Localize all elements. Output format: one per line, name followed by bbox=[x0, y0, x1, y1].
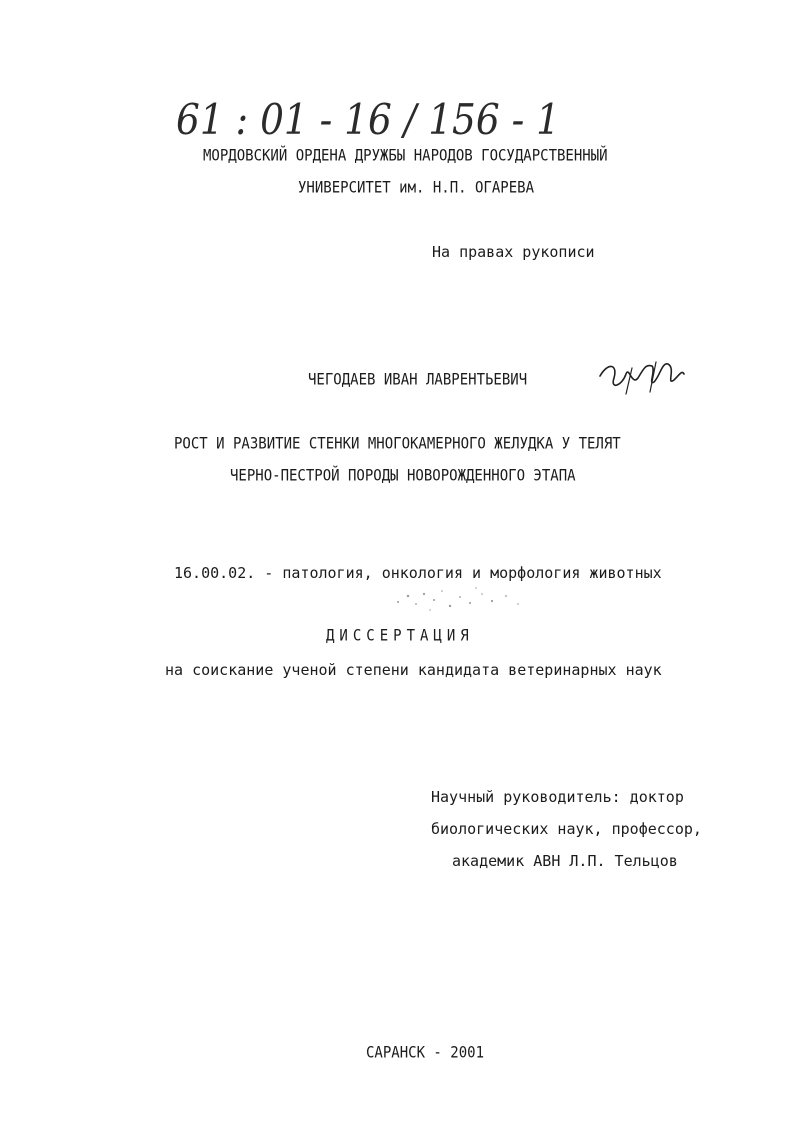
handwritten-archive-number bbox=[176, 96, 566, 142]
faint-stamp-marks bbox=[390, 582, 530, 616]
institution-line-1: МОРДОВСКИЙ ОРДЕНА ДРУЖБЫ НАРОДОВ ГОСУДАРСТВЕННЫЙ bbox=[203, 147, 608, 165]
handwritten-number-text: 61 : 01 - 16 / 156 - 1 bbox=[176, 96, 560, 142]
institution-line-2: УНИВЕРСИТЕТ им. Н.П. ОГАРЕВА bbox=[298, 179, 535, 197]
degree-line: на соискание ученой степени кандидата ветеринарных наук bbox=[165, 661, 662, 679]
supervisor-line-1: Научный руководитель: доктор bbox=[431, 788, 684, 806]
supervisor-line-2: биологических наук, профессор, bbox=[431, 820, 702, 838]
specialty-code: 16.00.02. - патология, онкология и морфология животных bbox=[174, 564, 662, 582]
manuscript-rights-label: На правах рукописи bbox=[432, 243, 595, 261]
work-type-heading: ДИССЕРТАЦИЯ bbox=[326, 627, 474, 645]
title-line-2: ЧЕРНО-ПЕСТРОЙ ПОРОДЫ НОВОРОЖДЕННОГО ЭТАПА bbox=[230, 467, 576, 485]
city-year: САРАНСК - 2001 bbox=[366, 1044, 485, 1062]
supervisor-line-3: академик АВН Л.П. Тельцов bbox=[452, 852, 678, 870]
author-name: ЧЕГОДАЕВ ИВАН ЛАВРЕНТЬЕВИЧ bbox=[308, 371, 528, 389]
author-signature bbox=[596, 356, 686, 396]
title-line-1: РОСТ И РАЗВИТИЕ СТЕНКИ МНОГОКАМЕРНОГО ЖЕЛУДКА У ТЕЛЯТ bbox=[174, 435, 621, 453]
